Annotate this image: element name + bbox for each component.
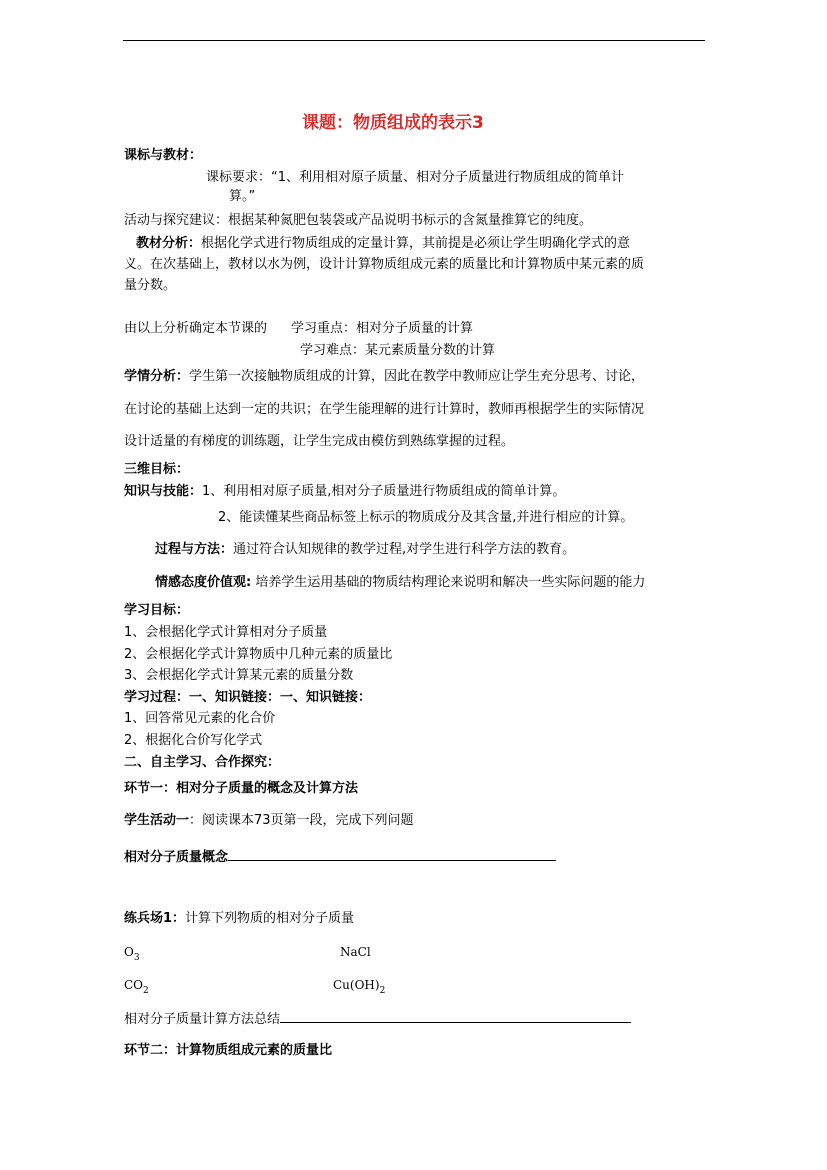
difficult-point: 学习难点：某元素质量分数的计算 (300, 343, 496, 358)
jiaocai-line1 (136, 235, 630, 253)
huodong-label: 学生活动一 (124, 813, 190, 828)
jiaocai-line3: 量分数。 (124, 278, 177, 293)
key-point: 学习重点：相对分子质量的计算 (291, 321, 474, 336)
guocheng-heading: 学习过程：一、知识链接：一、知识链接： (124, 690, 372, 705)
summary-blank[interactable] (280, 1008, 631, 1023)
formula-co2 (124, 976, 149, 996)
lianbing-line (124, 910, 354, 928)
formula-o3 (124, 943, 140, 963)
formula-cuoh2-base: Cu(OH) (333, 978, 380, 992)
formula-cuoh2-subscript: 2 (379, 986, 386, 996)
lianjie-item-1: 1、回答常见元素的化合价 (124, 711, 276, 726)
kebiao-requirement-line2: 算。” (229, 189, 256, 204)
activity-suggestion: 活动与探究建议：根据某种氮肥包装袋或产品说明书标示的含氮量推算它的纯度。 (124, 213, 593, 228)
zhishi-text-1: 1、利用相对原子质量,相对分子质量进行物质组成的简单计算。 (202, 484, 566, 499)
guocheng-label: 过程与方法： (155, 542, 234, 557)
huodong-text: ：阅读课本73页第一段，完成下列问题 (189, 813, 414, 828)
formula-o3-subscript: 3 (133, 953, 140, 963)
lianbing-text: 计算下列物质的相对分子质量 (185, 911, 355, 926)
lianjie-item-2: 2、根据化合价写化学式 (124, 733, 263, 748)
summary-line (124, 1008, 631, 1029)
xueqing-line2: 在讨论的基础上达到一定的共识；在学生能理解的进行计算时，教师再根据学生的实际情况 (124, 402, 645, 417)
formula-co2-base: CO (124, 978, 144, 992)
formula-o3-base: O (124, 945, 134, 959)
formula-nacl: NaCl (340, 945, 371, 959)
guocheng-text: 通过符合认知规律的教学过程,对学生进行科学方法的教育。 (233, 542, 576, 557)
mubiao-item-3: 3、会根据化学式计算某元素的质量分数 (124, 668, 354, 683)
summary-label: 相对分子质量计算方法总结 (124, 1012, 281, 1027)
xueqing-line3: 设计适量的有梯度的训练题，让学生完成由模仿到熟练掌握的过程。 (124, 434, 515, 449)
header-rule (123, 40, 705, 41)
huodong-line (124, 812, 414, 830)
jiaocai-line2: 义。在次基础上，教材以水为例，设计计算物质组成元素的质量比和计算物质中某元素的质 (124, 257, 645, 272)
sanwei-heading: 三维目标： (124, 462, 190, 477)
xueqing-line1 (124, 368, 644, 386)
concept-label: 相对分子质量概念 (124, 850, 229, 865)
xuexi-mubiao-heading: 学习目标： (124, 603, 190, 618)
jiaocai-text-1: 根据化学式进行物质组成的定量计算，其前提是必须让学生明确化学式的意 (201, 236, 631, 251)
lianbing-label: 练兵场1： (124, 911, 186, 926)
guocheng-line (155, 541, 575, 559)
jiaocai-label: 教材分析： (136, 236, 202, 251)
zhishi-line2: 2、能读懂某些商品标签上标示的物质成分及其含量,并进行相应的计算。 (218, 510, 634, 525)
formula-co2-subscript: 2 (143, 986, 149, 996)
huanjie-1-heading: 环节一：相对分子质量的概念及计算方法 (124, 781, 359, 796)
mubiao-item-1: 1、会根据化学式计算相对分子质量 (124, 625, 328, 640)
xueqing-text-1: 学生第一次接触物质组成的计算，因此在教学中教师应让学生充分思考、讨论， (189, 369, 645, 384)
zhishi-line1 (124, 483, 565, 501)
xueqing-label: 学情分析： (124, 369, 190, 384)
qinggan-text: 培养学生运用基础的物质结构理论来说明和解决一些实际问题的能力 (251, 575, 646, 590)
kebiao-heading: 课标与教材： (124, 148, 203, 163)
zhishi-label: 知识与技能： (124, 484, 203, 499)
page-title: 课题：物质组成的表示3 (302, 113, 484, 133)
huanjie-2-heading: 环节二：计算物质组成元素的质量比 (124, 1043, 333, 1058)
analysis-intro: 由以上分析确定本节课的 (124, 321, 268, 336)
concept-blank[interactable] (228, 846, 556, 861)
kebiao-requirement-line1: 课标要求：“1、利用相对原子质量、相对分子质量进行物质组成的简单计 (206, 170, 625, 185)
concept-line (124, 846, 556, 867)
qinggan-label: 情感态度价值观: (155, 575, 252, 590)
formula-cuoh2 (333, 976, 385, 996)
qinggan-line (155, 574, 645, 592)
mubiao-item-2: 2、会根据化学式计算物质中几种元素的质量比 (124, 647, 393, 662)
zizhu-heading: 二、自主学习、合作探究： (124, 755, 281, 770)
